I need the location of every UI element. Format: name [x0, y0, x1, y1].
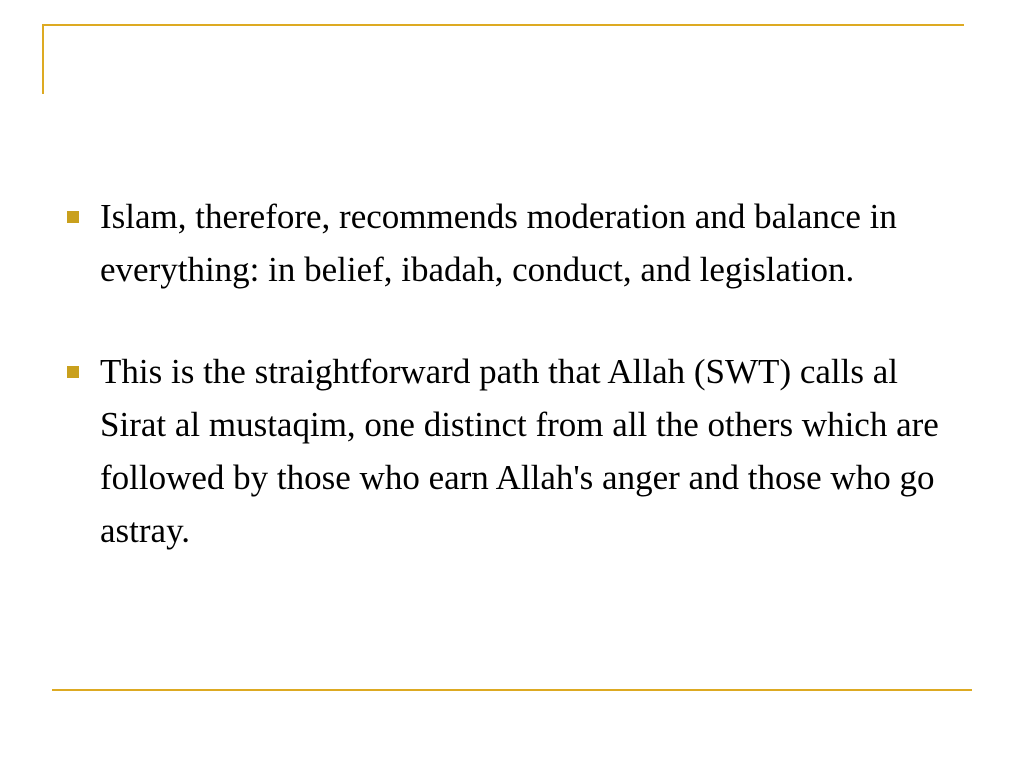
bullet-item [62, 345, 972, 557]
bullet-item [62, 190, 972, 296]
square-bullet-icon [67, 211, 79, 223]
bottom-accent-line [52, 689, 972, 691]
slide-body [62, 190, 972, 606]
left-accent-line [42, 24, 44, 94]
top-accent-line [42, 24, 964, 26]
bullet-text: Islam, therefore, recommends moderation and balance in everything: in belief, ibadah, conduct, and legislation. [100, 197, 897, 289]
bullet-text: This is the straightforward path that Allah (SWT) calls al Sirat al mustaqim, one distinct from all the others which are followed by those who earn Allah's anger and those who go astray. [100, 352, 939, 550]
square-bullet-icon [67, 366, 79, 378]
bullet-list [62, 190, 972, 557]
